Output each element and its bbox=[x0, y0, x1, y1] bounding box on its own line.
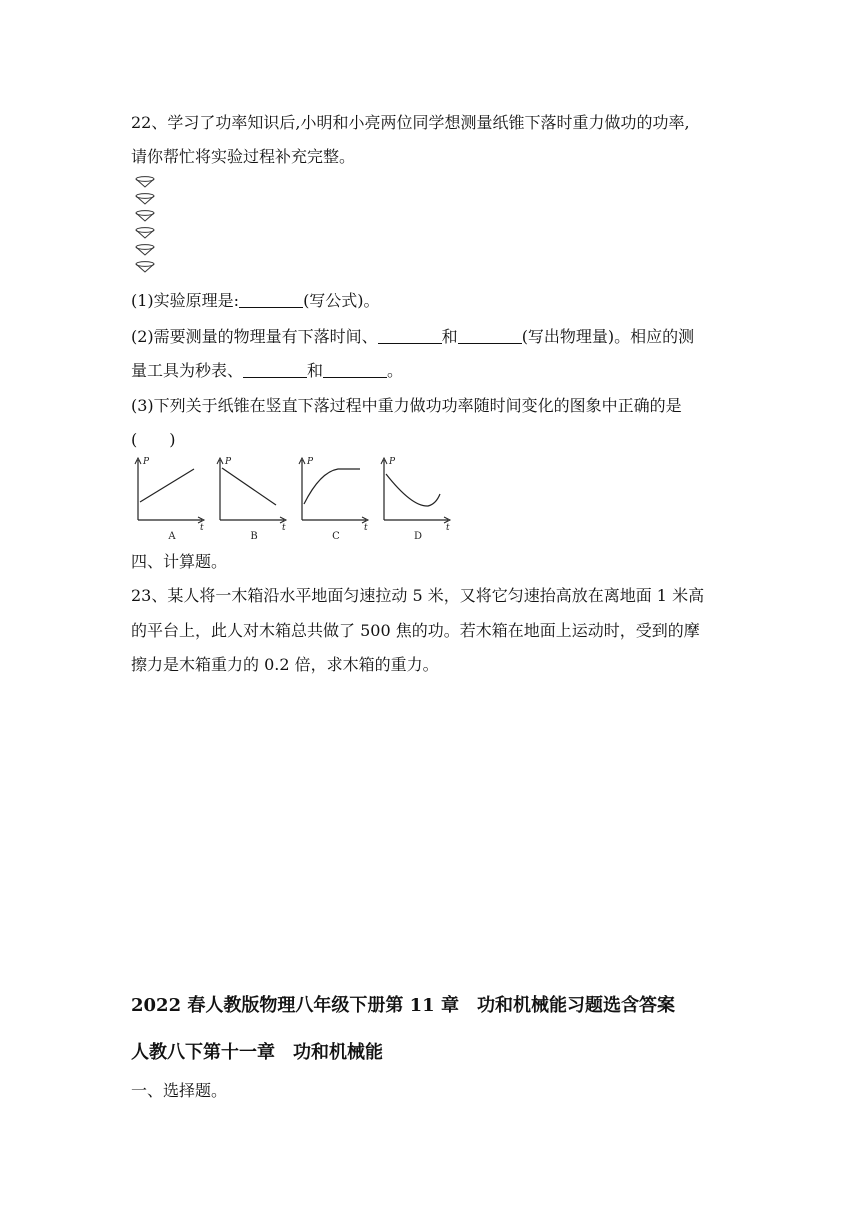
part1-blank bbox=[239, 291, 303, 308]
graph-option-b bbox=[217, 457, 286, 542]
part2-blank-2 bbox=[458, 327, 522, 344]
q22-line2: 请你帮忙将实验过程补充完整。 bbox=[131, 147, 356, 166]
y-axis-label: P bbox=[225, 457, 232, 467]
curve-c bbox=[304, 469, 360, 504]
part2-period: 。 bbox=[387, 361, 404, 380]
q23-line1: 23、某人将一木箱沿水平地面匀速拉动 5 米，又将它匀速抬高放在离地面 1 米高 bbox=[131, 586, 705, 605]
q23-line2: 的平台上，此人对木箱总共做了 500 焦的功。若木箱在地面上运动时，受到的摩 bbox=[131, 621, 700, 640]
y-axis-label: P bbox=[143, 457, 150, 467]
curve-a bbox=[140, 469, 194, 502]
option-label: B bbox=[250, 531, 258, 542]
part2-and-2: 和 bbox=[307, 361, 324, 380]
x-axis-label: t bbox=[364, 523, 368, 533]
graph-option-c bbox=[299, 457, 368, 542]
q22-part2-line1 bbox=[131, 327, 741, 347]
part2-blank-4 bbox=[323, 361, 387, 378]
power-time-graphs bbox=[126, 452, 456, 544]
q22-part3-line2: ( ) bbox=[131, 430, 176, 449]
section4-title: 四、计算题。 bbox=[131, 552, 228, 571]
paper-cone bbox=[136, 211, 154, 221]
footer-title: 2022 春人教版物理八年级下册第 11 章 功和机械能习题选含答案 bbox=[131, 995, 675, 1016]
q22-part2-line2 bbox=[131, 361, 741, 381]
paper-cone bbox=[136, 177, 154, 187]
y-axis-label: P bbox=[389, 457, 396, 467]
option-label: D bbox=[413, 531, 423, 542]
paper-cone bbox=[136, 228, 154, 238]
part2-blank-1 bbox=[378, 327, 442, 344]
curve-d bbox=[386, 474, 440, 506]
q23-line3: 擦力是木箱重力的 0.2 倍，求木箱的重力。 bbox=[131, 655, 439, 674]
q22-line1: 22、学习了功率知识后,小明和小亮两位同学想测量纸锥下落时重力做功的功率, bbox=[131, 113, 690, 132]
part2-blank-3 bbox=[243, 361, 307, 378]
q22-part3-line1: (3)下列关于纸锥在竖直下落过程中重力做功功率随时间变化的图象中正确的是 bbox=[131, 396, 682, 415]
part2-and-1: 和 bbox=[441, 327, 458, 346]
y-axis-label: P bbox=[307, 457, 314, 467]
x-axis-label: t bbox=[446, 523, 450, 533]
x-axis-label: t bbox=[282, 523, 286, 533]
graph-option-d bbox=[381, 457, 450, 542]
paper-cone bbox=[136, 194, 154, 204]
paper-cone-stroboscope-icon bbox=[131, 175, 161, 281]
part1-text: (1)实验原理是: bbox=[131, 291, 240, 310]
curve-b bbox=[222, 468, 276, 505]
part2-text: (2)需要测量的物理量有下落时间、 bbox=[131, 327, 378, 346]
footer-section1: 一、选择题。 bbox=[131, 1081, 228, 1100]
option-label: A bbox=[168, 531, 176, 542]
option-label: C bbox=[332, 531, 340, 542]
part1-suffix: (写公式)。 bbox=[303, 291, 380, 310]
q22-part1 bbox=[131, 291, 741, 311]
part2-suffix: (写出物理量)。相应的测 bbox=[521, 327, 695, 346]
paper-cone bbox=[136, 262, 154, 272]
x-axis-label: t bbox=[200, 523, 204, 533]
part2-tools: 量工具为秒表、 bbox=[131, 361, 244, 380]
paper-cone bbox=[136, 245, 154, 255]
footer-subtitle: 人教八下第十一章 功和机械能 bbox=[131, 1042, 383, 1063]
graph-option-a bbox=[135, 457, 204, 542]
